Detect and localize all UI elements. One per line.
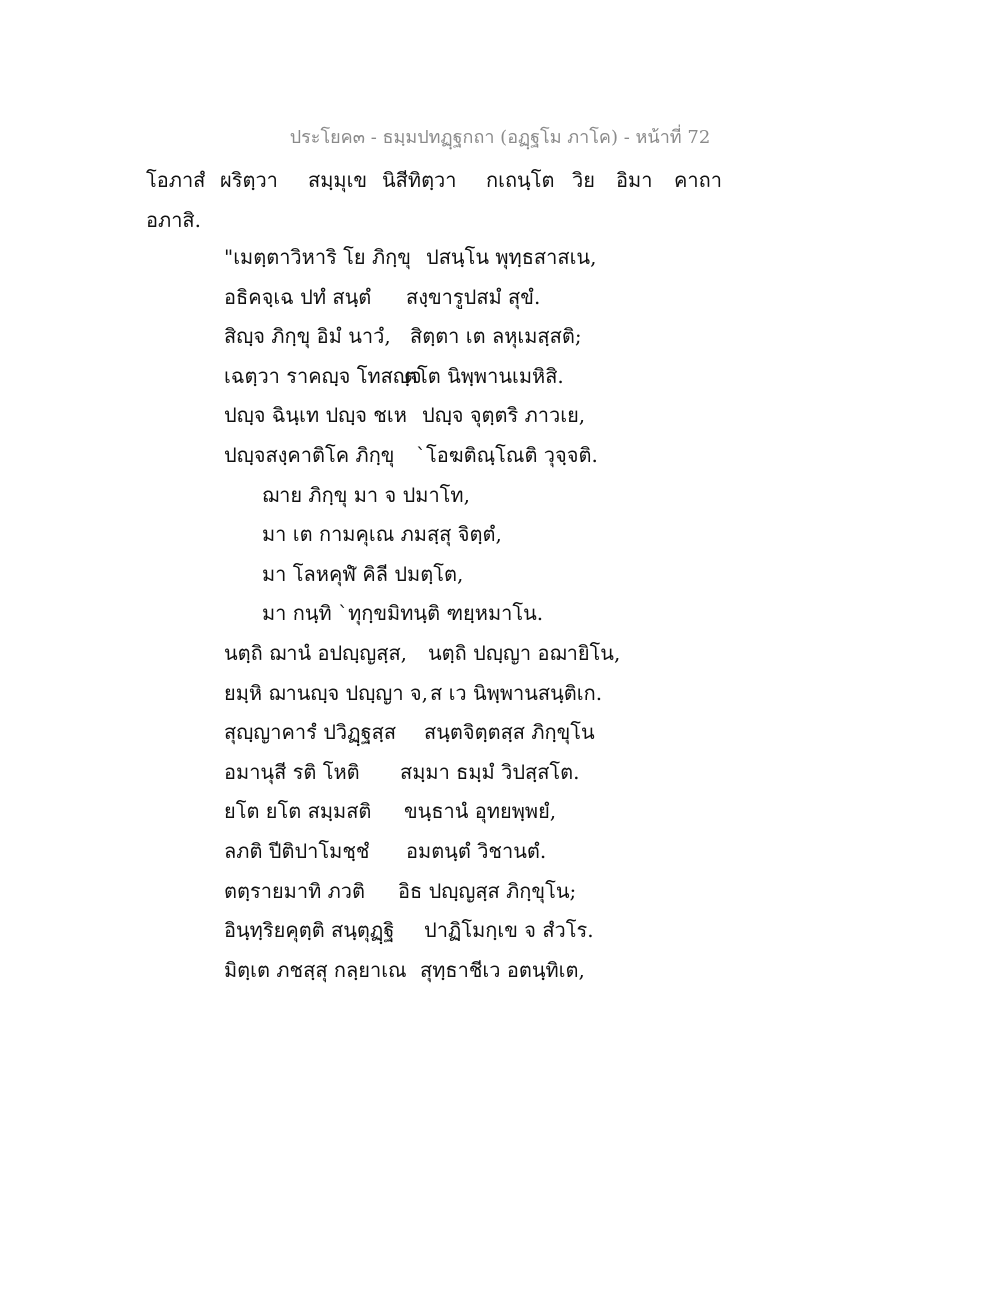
verse-second-half: ส เว นิพฺพานสนฺติเก. xyxy=(430,680,603,705)
prose-word: โอภาสํ xyxy=(146,168,206,192)
prose-word: วิย xyxy=(572,168,595,192)
verse-line-16 xyxy=(224,832,620,872)
verse-line-12 xyxy=(224,674,620,714)
prose-block xyxy=(146,160,734,240)
verse-line-11 xyxy=(224,634,620,674)
verse-line-1 xyxy=(224,238,620,278)
verse-line-18 xyxy=(224,911,620,951)
verse-full-line: มา กนฺทิ `ทุกฺขมิทนฺติ ฑยฺหมาโน. xyxy=(262,601,544,626)
prose-word: คาถา xyxy=(674,168,722,192)
verse-first-half: มิตฺเต ภชสฺสุ กลฺยาเณ xyxy=(224,957,407,982)
verse-second-half: ปสนฺโน พุทฺธสาสเน, xyxy=(426,245,597,269)
verse-first-half: อธิคจฺเฉ ปทํ สนฺตํ xyxy=(224,284,372,309)
page-header: ประโยค๓ - ธมฺมปทฏฺฐกถา (อฏฺฐโม ภาโค) - หน้าที่ 72 xyxy=(289,127,711,148)
verse-second-half: อมตนฺตํ วิชานตํ. xyxy=(406,838,547,863)
verse-line-6 xyxy=(224,436,620,476)
verse-first-half: สิญฺจ ภิกฺขุ อิมํ นาวํ, xyxy=(224,324,391,349)
verse-full-line: ฌาย ภิกฺขุ มา จ ปมาโท, xyxy=(262,482,470,507)
verse-line-19 xyxy=(224,951,620,991)
verse-line-7 xyxy=(224,476,620,516)
verse-first-half: เฉตฺวา ราคญฺจ โทสญฺจ xyxy=(224,363,422,388)
prose-line-2 xyxy=(146,200,734,240)
verse-second-half: ตโต นิพฺพานเมหิสิ. xyxy=(404,363,564,388)
verse-first-half: ปญฺจสงฺคาติโค ภิกฺขุ xyxy=(224,442,395,467)
verse-second-half: อิธ ปญฺญสฺส ภิกฺขุโน; xyxy=(398,878,577,903)
verse-second-half: สมฺมา ธมฺมํ วิปสฺสโต. xyxy=(400,759,580,784)
verse-line-15 xyxy=(224,792,620,832)
verse-full-line: มา เต กามคุเณ ภมสฺสุ จิตฺตํ, xyxy=(262,522,502,547)
prose-word: กเถนฺโต xyxy=(486,168,555,192)
verse-second-half: นตฺถิ ปญฺญา อฌายิโน, xyxy=(428,640,621,665)
verse-second-half: สุทฺธาชีเว อตนฺทิเต, xyxy=(420,957,585,982)
verse-second-half: สงฺขารูปสมํ สุขํ. xyxy=(406,284,541,309)
verse-second-half: สนฺตจิตฺตสฺส ภิกฺขุโน xyxy=(424,720,595,745)
verse-line-13 xyxy=(224,713,620,753)
verse-first-half: ตตฺรายมาทิ ภวติ xyxy=(224,878,366,903)
verse-line-14 xyxy=(224,753,620,793)
verse-first-half: ยมฺหิ ฌานญฺจ ปญฺญา จ, xyxy=(224,680,428,705)
verse-line-10 xyxy=(224,594,620,634)
verse-line-4 xyxy=(224,357,620,397)
verse-first-half: "เมตฺตาวิหาริ โย ภิกฺขุ xyxy=(224,245,411,269)
verse-line-9 xyxy=(224,555,620,595)
prose-line-1 xyxy=(146,160,734,200)
prose-word: อภาสิ. xyxy=(146,208,201,232)
verse-first-half: นตฺถิ ฌานํ อปญฺญสฺส, xyxy=(224,640,408,665)
verse-first-half: ยโต ยโต สมฺมสติ xyxy=(224,799,372,824)
verse-second-half: ปญฺจ จุตฺตริ ภาวเย, xyxy=(422,403,586,428)
verse-first-half: ลภติ ปีติปาโมชฺชํ xyxy=(224,838,370,863)
prose-word: นิสีทิตฺวา xyxy=(382,168,457,192)
verse-second-half: `โอฆติณฺโณติ วุจฺจติ. xyxy=(416,442,598,467)
verse-first-half: อมานุสี รติ โหติ xyxy=(224,759,360,784)
verse-second-half: ปาฏิโมกฺเข จ สํวโร. xyxy=(424,918,594,943)
verse-block xyxy=(224,238,620,990)
verse-line-3 xyxy=(224,317,620,357)
verse-line-5 xyxy=(224,396,620,436)
verse-first-half: สุญฺญาคารํ ปวิฏฺฐสฺส xyxy=(224,720,397,745)
verse-second-half: ขนฺธานํ อุทยพฺพยํ, xyxy=(404,799,557,824)
prose-word: ผริตฺวา xyxy=(220,168,278,192)
prose-word: อิมา xyxy=(616,168,653,192)
prose-word: สมฺมุเข xyxy=(308,168,368,192)
verse-first-half: อินฺทฺริยคุตฺติ สนฺตุฏฺฐิ xyxy=(224,918,395,943)
verse-full-line: มา โลหคุฬํ คิลี ปมตฺโต, xyxy=(262,561,464,586)
verse-line-17 xyxy=(224,872,620,912)
verse-line-8 xyxy=(224,515,620,555)
verse-line-2 xyxy=(224,278,620,318)
verse-first-half: ปญฺจ ฉินฺเท ปญฺจ ชเห xyxy=(224,403,407,428)
verse-second-half: สิตฺตา เต ลหุเมสฺสติ; xyxy=(410,324,582,349)
